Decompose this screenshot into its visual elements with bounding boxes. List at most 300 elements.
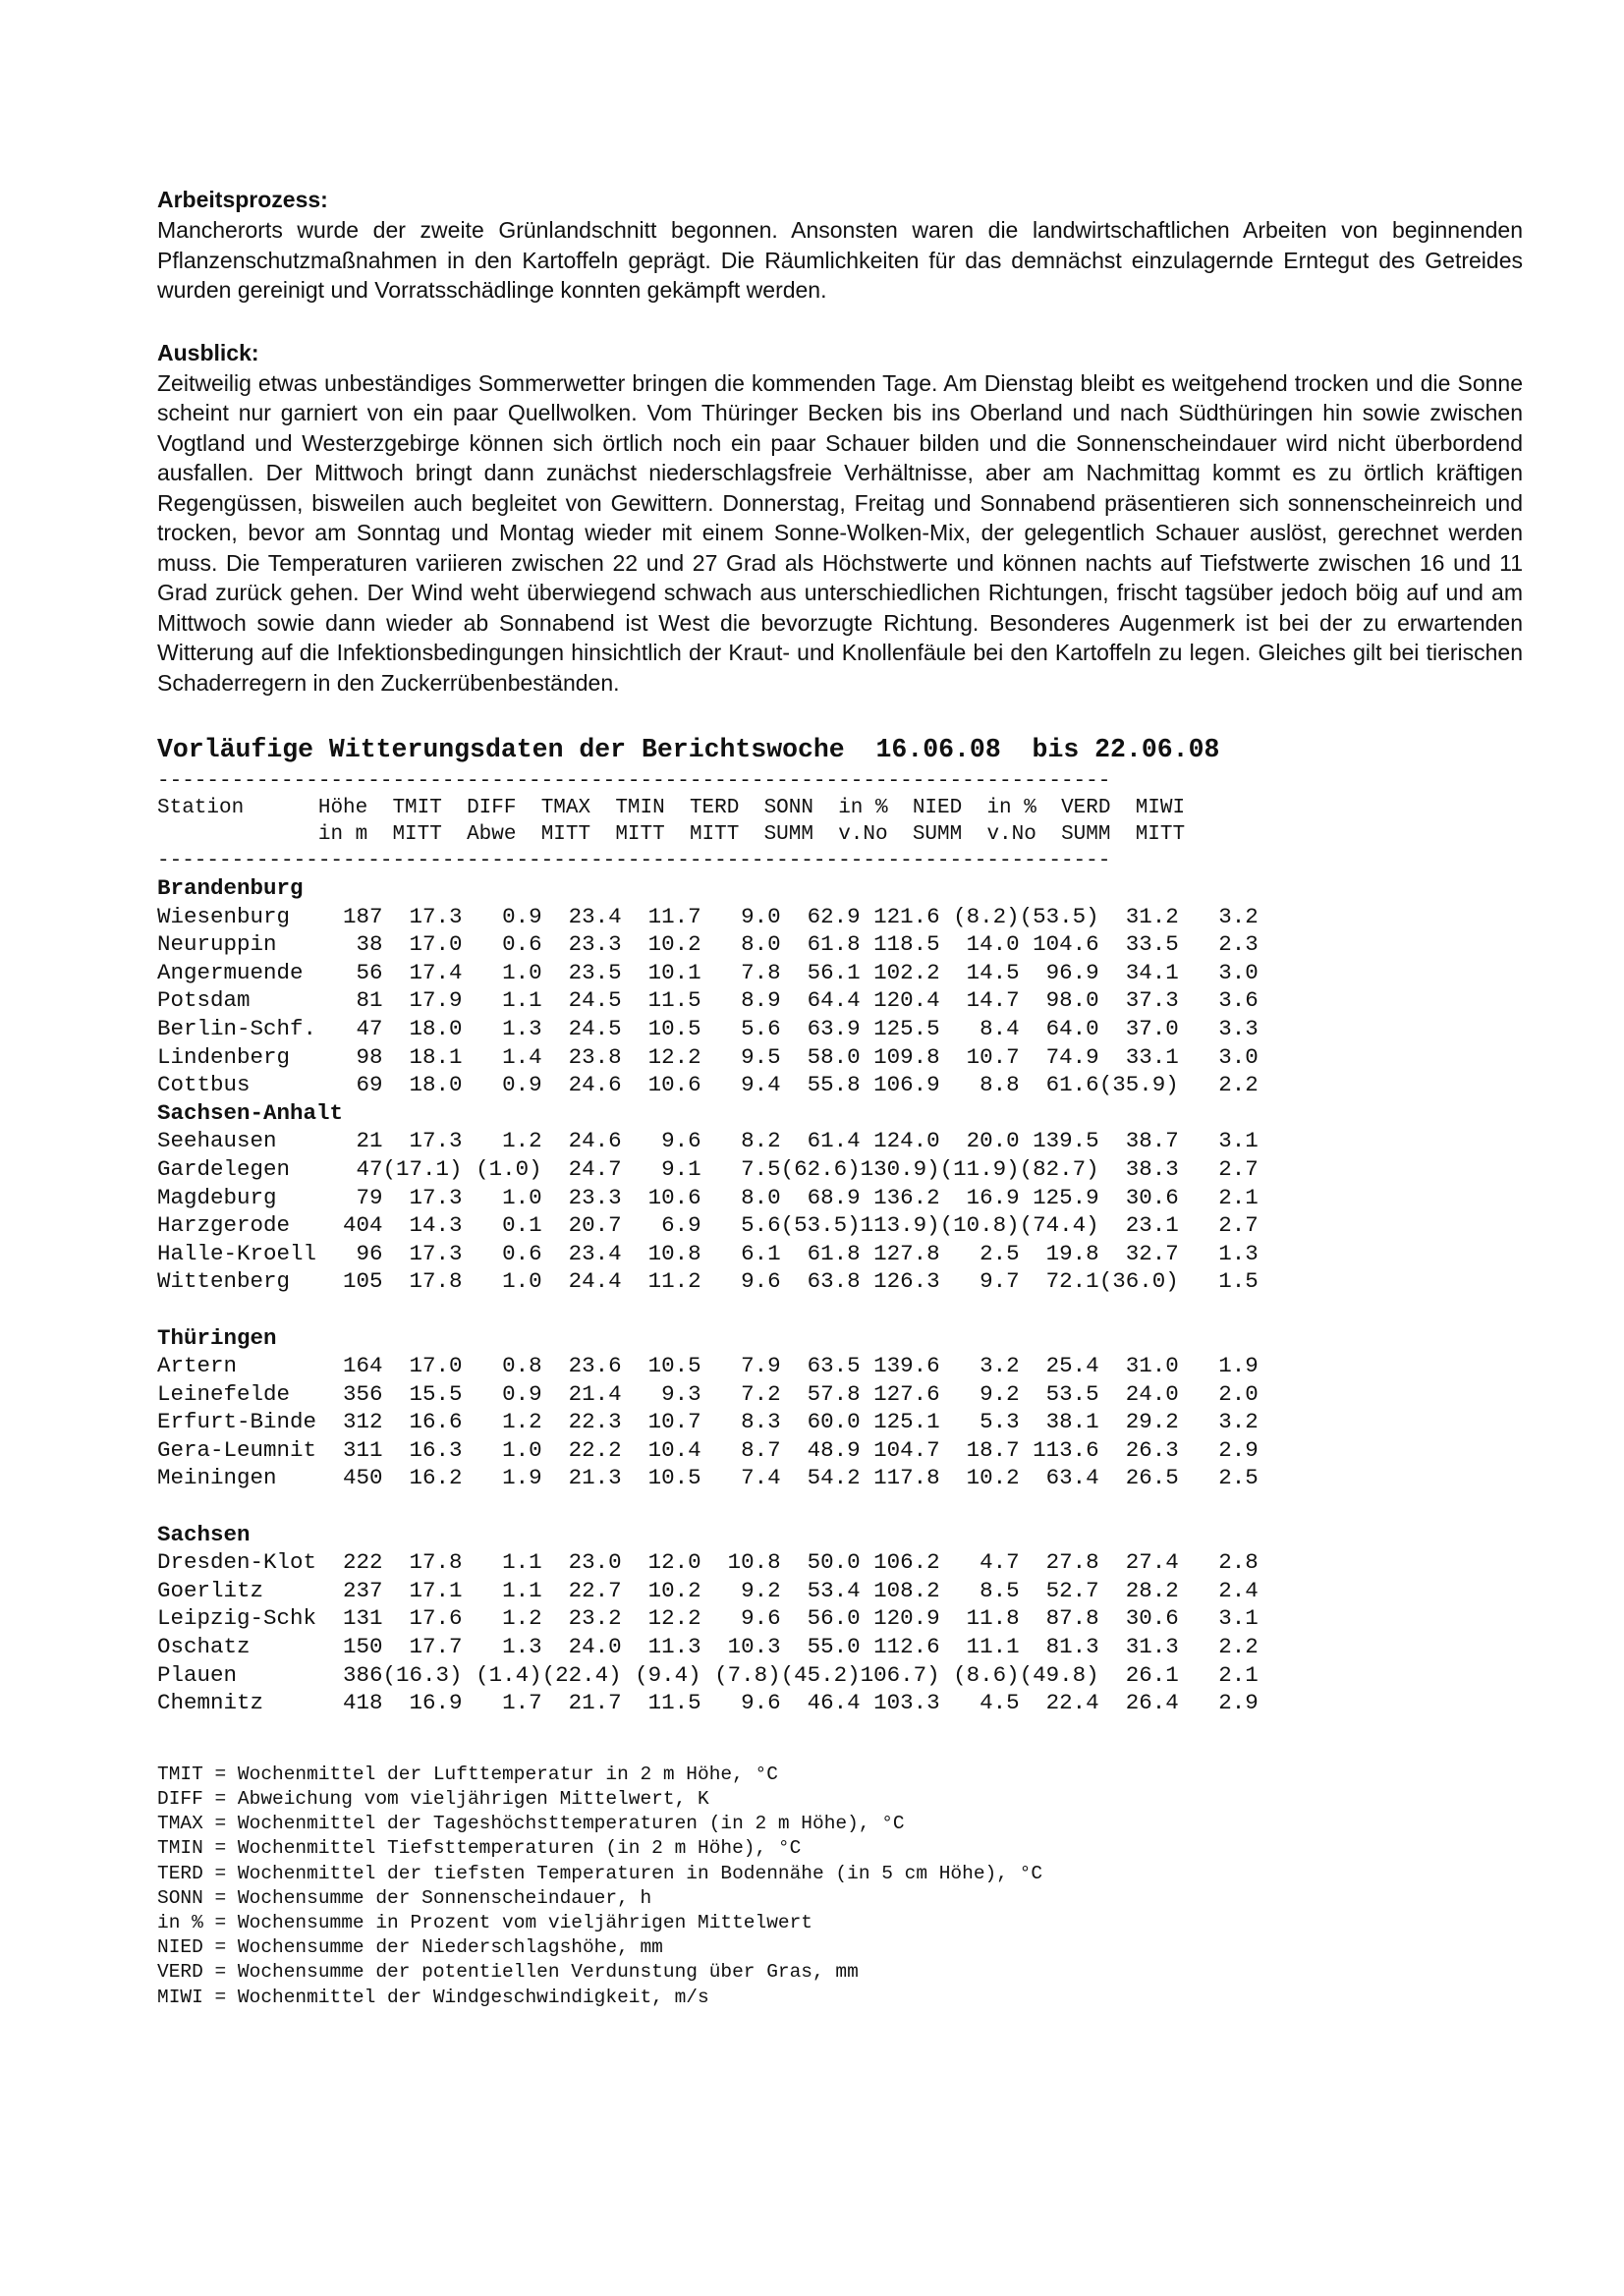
station-name: Gardelegen <box>157 1155 317 1182</box>
table-cell: 18.0 <box>382 1015 463 1041</box>
table-cell: 58.0 <box>780 1043 861 1070</box>
table-cell: 106.2 <box>860 1549 940 1576</box>
table-cell: 9.6 <box>700 1605 781 1632</box>
table-cell: (82.7) <box>1019 1155 1099 1182</box>
table-cell: 17.6 <box>382 1605 463 1632</box>
table-cell: SUMM <box>1036 823 1111 846</box>
table-cell: 55.0 <box>780 1634 861 1660</box>
table-cell: 56 <box>316 959 383 985</box>
table-cell: (35.9) <box>1098 1072 1179 1098</box>
section-title-arbeitsprozess: Arbeitsprozess: <box>157 187 328 212</box>
table-cell: 17.3 <box>382 1240 463 1266</box>
table-cell: 404 <box>316 1212 383 1239</box>
section-text-ausblick: Zeitweilig etwas unbeständiges Sommerwetter bringen die kommenden Tage. Am Dienstag bleibt es weitgehend trocken und die Sonne scheint nur garniert von ein paar Quellwolken. Vom Thüringer Becken bis ins Oberland und nach Südthüringen hin sowie zwischen Vogtland und Westerzgebirge können sich örtlich noch ein paar Schauer bilden und die Sonnenscheindauer wird nicht überbordend ausfallen. Der Mittwoch bringt dann zunächst niederschlagsfreie Verhältnisse, aber am Nachmittag kommt es zu örtlich kräftigen Regengüssen, bisweilen auch begleitet von Gewittern. Donnerstag, Freitag und Sonnabend präsentieren sich sonnenscheinreich und trocken, bevor am Sonntag und Montag wieder mit einem Sonne-Wolken-Mix, der gelegentlich Schauer auslöst, gerechnet werden muss. Die Temperaturen variieren zwischen 22 und 27 Grad als Höchstwerte und können nachts auf Tiefstwerte zwischen 16 und 11 Grad zurück gehen. Der Wind weht überwiegend schwach aus unterschiedlichen Richtungen, frischt tagsüber jedoch böig auf und am Mittwoch sowie dann wieder ab Sonnabend ist West die bevorzugte Richtung. Besonderes Augenmerk ist bei der zu erwartenden Witterung auf die Infektionsbedingungen hinsichtlich der Kraut- und Knollenfäule bei den Kartoffeln zu legen. Gleiches gilt bei tierischen Schaderregern in den Zuckerrübenbeständen. <box>157 369 1523 696</box>
table-cell: 64.4 <box>780 987 861 1014</box>
table-cell: 14.0 <box>939 931 1020 958</box>
table-cell: 57.8 <box>780 1380 861 1407</box>
table-cell: 24.6 <box>541 1128 622 1154</box>
table-cell: NIED <box>887 797 963 819</box>
section-title-ausblick: Ausblick: <box>157 339 259 365</box>
table-row <box>157 1633 1523 1661</box>
table-cell: 1.9 <box>1178 1353 1259 1379</box>
station-name: Magdeburg <box>157 1184 317 1210</box>
table-cell: 23.0 <box>541 1549 622 1576</box>
table-row <box>157 1184 1523 1212</box>
table-cell: 96.9 <box>1019 959 1099 985</box>
table-cell: 23.3 <box>541 931 622 958</box>
table-cell: 2.7 <box>1178 1212 1259 1239</box>
table-cell: in % <box>962 797 1036 819</box>
table-cell: 21.7 <box>541 1690 622 1716</box>
table-cell: 53.5 <box>1019 1380 1099 1407</box>
table-cell: 2.4 <box>1178 1577 1259 1603</box>
table-cell: 9.5 <box>700 1043 781 1070</box>
table-cell: TMIN <box>590 797 665 819</box>
table-cell: 21.3 <box>541 1465 622 1491</box>
table-cell: 7.8 <box>700 959 781 985</box>
table-cell: 87.8 <box>1019 1605 1099 1632</box>
table-cell: 3.1 <box>1178 1605 1259 1632</box>
table-cell: 108.2 <box>860 1577 940 1603</box>
table-cell: 17.3 <box>382 1184 463 1210</box>
table-cell: 37.3 <box>1098 987 1179 1014</box>
table-cell: 7.4 <box>700 1465 781 1491</box>
table-cell: (11.9) <box>939 1155 1020 1182</box>
table-cell: 14.7 <box>939 987 1020 1014</box>
legend-line: VERD = Wochensumme der potentiellen Verdunstung über Gras, mm <box>157 1961 859 1984</box>
table-cell: 11.2 <box>621 1268 701 1295</box>
table-cell: 64.0 <box>1019 1015 1099 1041</box>
table-cell: 8.7 <box>700 1436 781 1463</box>
table-cell: 74.9 <box>1019 1043 1099 1070</box>
table-cell: 11.8 <box>939 1605 1020 1632</box>
table-cell: MIWI <box>1110 797 1186 819</box>
table-cell: 46.4 <box>780 1690 861 1716</box>
table-cell: 3.0 <box>1178 1043 1259 1070</box>
table-cell: TERD <box>664 797 740 819</box>
spacer <box>157 1492 1523 1521</box>
table-cell: 386 <box>316 1661 383 1688</box>
table-cell: 10.2 <box>939 1465 1020 1491</box>
table-cell: 32.7 <box>1098 1240 1179 1266</box>
table-cell: DIFF <box>441 797 517 819</box>
table-cell: 26.3 <box>1098 1436 1179 1463</box>
table-row <box>157 1043 1523 1072</box>
table-cell: (22.4) <box>541 1661 622 1688</box>
station-name: Wittenberg <box>157 1268 317 1295</box>
station-name: Leipzig-Schk <box>157 1605 317 1632</box>
table-cell: 120.9 <box>860 1605 940 1632</box>
table-cell: 2.7 <box>1178 1155 1259 1182</box>
table-cell: 9.3 <box>621 1380 701 1407</box>
table-cell: 11.5 <box>621 987 701 1014</box>
table-cell: 17.8 <box>382 1268 463 1295</box>
table-cell: 18.7 <box>939 1436 1020 1463</box>
table-cell: 5.6 <box>700 1212 781 1239</box>
table-cell: 102.2 <box>860 959 940 985</box>
table-cell: (7.8) <box>700 1661 781 1688</box>
station-name: Halle-Kroell <box>157 1240 317 1266</box>
table-cell: 55.8 <box>780 1072 861 1098</box>
table-cell: 1.2 <box>462 1128 542 1154</box>
table-cell: (10.8) <box>939 1212 1020 1239</box>
table-cell: (1.0) <box>462 1155 542 1182</box>
station-name: Station <box>157 797 307 819</box>
weather-data-table <box>157 768 1523 1717</box>
table-header-row-1 <box>157 795 1523 821</box>
table-cell: in m <box>306 823 368 846</box>
table-rule: ----------------------------------------------------------------------------- <box>157 770 1111 793</box>
table-cell: 418 <box>316 1690 383 1716</box>
table-cell: 16.6 <box>382 1409 463 1435</box>
region-heading: Brandenburg <box>157 875 304 901</box>
abbreviation-legend <box>157 1763 1523 2010</box>
table-cell: 61.8 <box>780 931 861 958</box>
table-cell: 8.0 <box>700 931 781 958</box>
table-row <box>157 1689 1523 1717</box>
table-cell: 22.4 <box>1019 1690 1099 1716</box>
table-cell: 81.3 <box>1019 1634 1099 1660</box>
table-cell: 56.0 <box>780 1605 861 1632</box>
table-cell: 450 <box>316 1465 383 1491</box>
table-cell: 47 <box>316 1015 383 1041</box>
table-cell: 3.2 <box>1178 903 1259 929</box>
table-row <box>157 1015 1523 1043</box>
table-cell: 12.2 <box>621 1043 701 1070</box>
table-cell: 20.7 <box>541 1212 622 1239</box>
table-cell: 17.8 <box>382 1549 463 1576</box>
table-cell: 56.1 <box>780 959 861 985</box>
table-cell: 14.3 <box>382 1212 463 1239</box>
table-cell: SUMM <box>739 823 813 846</box>
table-cell: 10.7 <box>939 1043 1020 1070</box>
table-cell: 96 <box>316 1240 383 1266</box>
table-row <box>157 959 1523 987</box>
table-cell: MITT <box>516 823 591 846</box>
station-name: Plauen <box>157 1661 317 1688</box>
table-cell: 23.4 <box>541 1240 622 1266</box>
table-cell: 10.5 <box>621 1465 701 1491</box>
table-row <box>157 903 1523 931</box>
table-cell: v.No <box>813 823 888 846</box>
region-heading: Sachsen <box>157 1521 251 1547</box>
legend-line: TMAX = Wochenmittel der Tageshöchsttemperaturen (in 2 m Höhe), °C <box>157 1813 905 1835</box>
table-cell: 3.3 <box>1178 1015 1259 1041</box>
station-name: Erfurt-Binde <box>157 1409 317 1435</box>
station-name: Wiesenburg <box>157 903 317 929</box>
table-cell: 27.8 <box>1019 1549 1099 1576</box>
table-cell: 24.5 <box>541 1015 622 1041</box>
table-cell: (8.6) <box>939 1661 1020 1688</box>
table-cell: 9.7 <box>939 1268 1020 1295</box>
table-cell: 17.3 <box>382 1128 463 1154</box>
table-cell: 22.2 <box>541 1436 622 1463</box>
station-name: Angermuende <box>157 959 317 985</box>
table-cell: 17.1 <box>382 1577 463 1603</box>
table-cell: 6.1 <box>700 1240 781 1266</box>
station-name: Seehausen <box>157 1128 317 1154</box>
table-cell: 24.4 <box>541 1268 622 1295</box>
table-cell: 9.4 <box>700 1072 781 1098</box>
table-cell: 125.1 <box>860 1409 940 1435</box>
report-page <box>157 185 1523 2010</box>
table-cell: 7.9 <box>700 1353 781 1379</box>
table-row <box>157 930 1523 959</box>
table-cell: 1.1 <box>462 1577 542 1603</box>
table-row <box>157 1352 1523 1380</box>
table-title: Vorläufige Witterungsdaten der Berichtswoche 16.06.08 bis 22.06.08 <box>157 735 1220 764</box>
table-cell: 47 <box>316 1155 383 1182</box>
station-name: Berlin-Schf. <box>157 1015 317 1041</box>
station-name: Gera-Leumnit <box>157 1436 317 1463</box>
table-cell: 79 <box>316 1184 383 1210</box>
table-cell: 187 <box>316 903 383 929</box>
table-cell: 121.6 <box>860 903 940 929</box>
table-cell: 16.9 <box>382 1690 463 1716</box>
table-cell: 356 <box>316 1380 383 1407</box>
table-cell: 118.5 <box>860 931 940 958</box>
table-row <box>157 1661 1523 1690</box>
table-cell: 9.6 <box>621 1128 701 1154</box>
table-cell: 27.4 <box>1098 1549 1179 1576</box>
legend-line: DIFF = Abweichung vom vieljährigen Mittelwert, K <box>157 1788 709 1811</box>
table-cell: 63.5 <box>780 1353 861 1379</box>
table-row <box>157 1155 1523 1184</box>
table-cell: 17.7 <box>382 1634 463 1660</box>
table-cell: 6.9 <box>621 1212 701 1239</box>
table-row <box>157 1380 1523 1409</box>
table-cell: (16.3) <box>382 1661 463 1688</box>
table-cell: 126.3 <box>860 1268 940 1295</box>
table-cell: (53.5) <box>1019 903 1099 929</box>
table-cell: 4.5 <box>939 1690 1020 1716</box>
table-cell: 38 <box>316 931 383 958</box>
table-cell: 17.0 <box>382 931 463 958</box>
table-cell: 12.2 <box>621 1605 701 1632</box>
table-cell: 72.1 <box>1019 1268 1099 1295</box>
table-cell: MITT <box>1110 823 1186 846</box>
table-cell: (8.2) <box>939 903 1020 929</box>
table-cell: 127.6 <box>860 1380 940 1407</box>
legend-line: SONN = Wochensumme der Sonnenscheindauer, h <box>157 1886 652 1909</box>
table-cell: 1.0 <box>462 1436 542 1463</box>
table-cell: 63.9 <box>780 1015 861 1041</box>
table-cell: 113.9) <box>860 1212 940 1239</box>
table-cell: 0.9 <box>462 1072 542 1098</box>
table-cell: 1.2 <box>462 1605 542 1632</box>
table-cell: MITT <box>664 823 740 846</box>
table-row <box>157 1436 1523 1465</box>
table-cell: 131 <box>316 1605 383 1632</box>
table-cell: (62.6) <box>780 1155 861 1182</box>
table-cell: 130.9) <box>860 1155 940 1182</box>
table-cell: 1.1 <box>462 1549 542 1576</box>
table-cell: 312 <box>316 1409 383 1435</box>
table-cell: 23.8 <box>541 1043 622 1070</box>
table-cell: 1.3 <box>462 1634 542 1660</box>
table-cell: 10.4 <box>621 1436 701 1463</box>
table-cell: 11.3 <box>621 1634 701 1660</box>
table-cell: 98.0 <box>1019 987 1099 1014</box>
station-name: Neuruppin <box>157 931 317 958</box>
station-name: Lindenberg <box>157 1043 317 1070</box>
table-cell: 1.3 <box>462 1015 542 1041</box>
table-cell: 26.5 <box>1098 1465 1179 1491</box>
region-heading: Sachsen-Anhalt <box>157 1099 344 1126</box>
table-cell: 11.5 <box>621 1690 701 1716</box>
table-cell: 9.2 <box>939 1380 1020 1407</box>
table-cell: 23.5 <box>541 959 622 985</box>
table-cell: 2.9 <box>1178 1690 1259 1716</box>
table-cell: 139.5 <box>1019 1128 1099 1154</box>
table-cell: 3.0 <box>1178 959 1259 985</box>
table-cell: 0.9 <box>462 1380 542 1407</box>
table-cell: 10.5 <box>621 1353 701 1379</box>
table-cell: 25.4 <box>1019 1353 1099 1379</box>
table-cell: 125.9 <box>1019 1184 1099 1210</box>
table-cell: VERD <box>1036 797 1111 819</box>
table-cell: 31.0 <box>1098 1353 1179 1379</box>
table-cell: 21 <box>316 1128 383 1154</box>
table-cell: 19.8 <box>1019 1240 1099 1266</box>
table-cell: 17.4 <box>382 959 463 985</box>
table-cell: 8.5 <box>939 1577 1020 1603</box>
table-cell: 1.1 <box>462 987 542 1014</box>
table-cell: (9.4) <box>621 1661 701 1688</box>
table-cell: 23.2 <box>541 1605 622 1632</box>
legend-line: TMIN = Wochenmittel Tiefsttemperaturen (in 2 m Höhe), °C <box>157 1837 802 1860</box>
table-cell: 164 <box>316 1353 383 1379</box>
table-cell: 9.1 <box>621 1155 701 1182</box>
table-cell: 31.3 <box>1098 1634 1179 1660</box>
table-cell: 1.9 <box>462 1465 542 1491</box>
station-name: Goerlitz <box>157 1577 317 1603</box>
table-cell: 10.6 <box>621 1072 701 1098</box>
table-cell: 10.8 <box>700 1549 781 1576</box>
table-cell: 15.5 <box>382 1380 463 1407</box>
table-cell: 11.7 <box>621 903 701 929</box>
table-cell: 10.6 <box>621 1184 701 1210</box>
table-cell: 9.2 <box>700 1577 781 1603</box>
table-row <box>157 1240 1523 1268</box>
table-cell: 2.1 <box>1178 1184 1259 1210</box>
table-cell: 29.2 <box>1098 1409 1179 1435</box>
station-name: Harzgerode <box>157 1212 317 1239</box>
table-cell: 0.1 <box>462 1212 542 1239</box>
table-cell: (45.2) <box>780 1661 861 1688</box>
table-cell: 9.6 <box>700 1268 781 1295</box>
table-cell: SONN <box>739 797 813 819</box>
table-cell: Höhe <box>306 797 368 819</box>
table-cell: 23.3 <box>541 1184 622 1210</box>
legend-line: TERD = Wochenmittel der tiefsten Temperaturen in Bodennähe (in 5 cm Höhe), °C <box>157 1862 1043 1884</box>
table-cell: 34.1 <box>1098 959 1179 985</box>
table-cell: 1.2 <box>462 1409 542 1435</box>
table-cell: 61.8 <box>780 1240 861 1266</box>
table-cell: 53.4 <box>780 1577 861 1603</box>
table-cell: 33.5 <box>1098 931 1179 958</box>
table-cell: 117.8 <box>860 1465 940 1491</box>
table-cell: 2.5 <box>1178 1465 1259 1491</box>
table-cell: 28.2 <box>1098 1577 1179 1603</box>
table-cell: 0.8 <box>462 1353 542 1379</box>
table-cell: 7.2 <box>700 1380 781 1407</box>
table-cell: 104.6 <box>1019 931 1099 958</box>
table-cell: SUMM <box>887 823 963 846</box>
region-heading: Thüringen <box>157 1324 277 1351</box>
table-cell: 63.4 <box>1019 1465 1099 1491</box>
table-cell: 24.7 <box>541 1155 622 1182</box>
station-name <box>157 823 306 846</box>
table-cell: 311 <box>316 1436 383 1463</box>
table-cell: 98 <box>316 1043 383 1070</box>
table-row <box>157 1127 1523 1155</box>
table-cell: 2.0 <box>1178 1380 1259 1407</box>
table-cell: 20.0 <box>939 1128 1020 1154</box>
table-cell: 61.6 <box>1019 1072 1099 1098</box>
station-name: Potsdam <box>157 987 317 1014</box>
table-cell: 112.6 <box>860 1634 940 1660</box>
table-row <box>157 986 1523 1015</box>
table-cell: 54.2 <box>780 1465 861 1491</box>
table-cell: 8.4 <box>939 1015 1020 1041</box>
table-cell: 2.3 <box>1178 931 1259 958</box>
table-rule: ----------------------------------------------------------------------------- <box>157 850 1111 872</box>
table-cell: v.No <box>962 823 1036 846</box>
table-cell: 16.2 <box>382 1465 463 1491</box>
table-cell: 22.3 <box>541 1409 622 1435</box>
table-cell: 1.4 <box>462 1043 542 1070</box>
station-name: Meiningen <box>157 1465 317 1491</box>
table-cell: MITT <box>590 823 665 846</box>
table-cell: 30.6 <box>1098 1605 1179 1632</box>
table-cell: in % <box>813 797 888 819</box>
table-cell: 106.9 <box>860 1072 940 1098</box>
table-cell: 9.0 <box>700 903 781 929</box>
table-cell: 31.2 <box>1098 903 1179 929</box>
station-name: Leinefelde <box>157 1380 317 1407</box>
table-cell: 127.8 <box>860 1240 940 1266</box>
table-cell: 1.0 <box>462 1184 542 1210</box>
table-cell: 2.2 <box>1178 1072 1259 1098</box>
table-cell: 124.0 <box>860 1128 940 1154</box>
spacer <box>157 1296 1523 1324</box>
table-cell: 2.5 <box>939 1240 1020 1266</box>
table-cell: 23.4 <box>541 903 622 929</box>
table-cell: 26.1 <box>1098 1661 1179 1688</box>
table-cell: 10.1 <box>621 959 701 985</box>
table-cell: TMIT <box>367 797 442 819</box>
table-row <box>157 1548 1523 1577</box>
table-cell: 2.9 <box>1178 1436 1259 1463</box>
table-cell: 0.9 <box>462 903 542 929</box>
table-cell: 113.6 <box>1019 1436 1099 1463</box>
table-cell: 222 <box>316 1549 383 1576</box>
table-cell: 106.7) <box>860 1661 940 1688</box>
table-row <box>157 1071 1523 1099</box>
table-cell: 3.6 <box>1178 987 1259 1014</box>
legend-line: NIED = Wochensumme der Niederschlagshöhe, mm <box>157 1936 663 1959</box>
table-cell: 24.0 <box>541 1634 622 1660</box>
table-cell: 10.7 <box>621 1409 701 1435</box>
table-cell: 60.0 <box>780 1409 861 1435</box>
table-cell: 5.3 <box>939 1409 1020 1435</box>
table-header-row-2 <box>157 821 1523 848</box>
table-cell: 17.3 <box>382 903 463 929</box>
table-cell: 2.1 <box>1178 1661 1259 1688</box>
table-row <box>157 1577 1523 1605</box>
table-cell: 103.3 <box>860 1690 940 1716</box>
